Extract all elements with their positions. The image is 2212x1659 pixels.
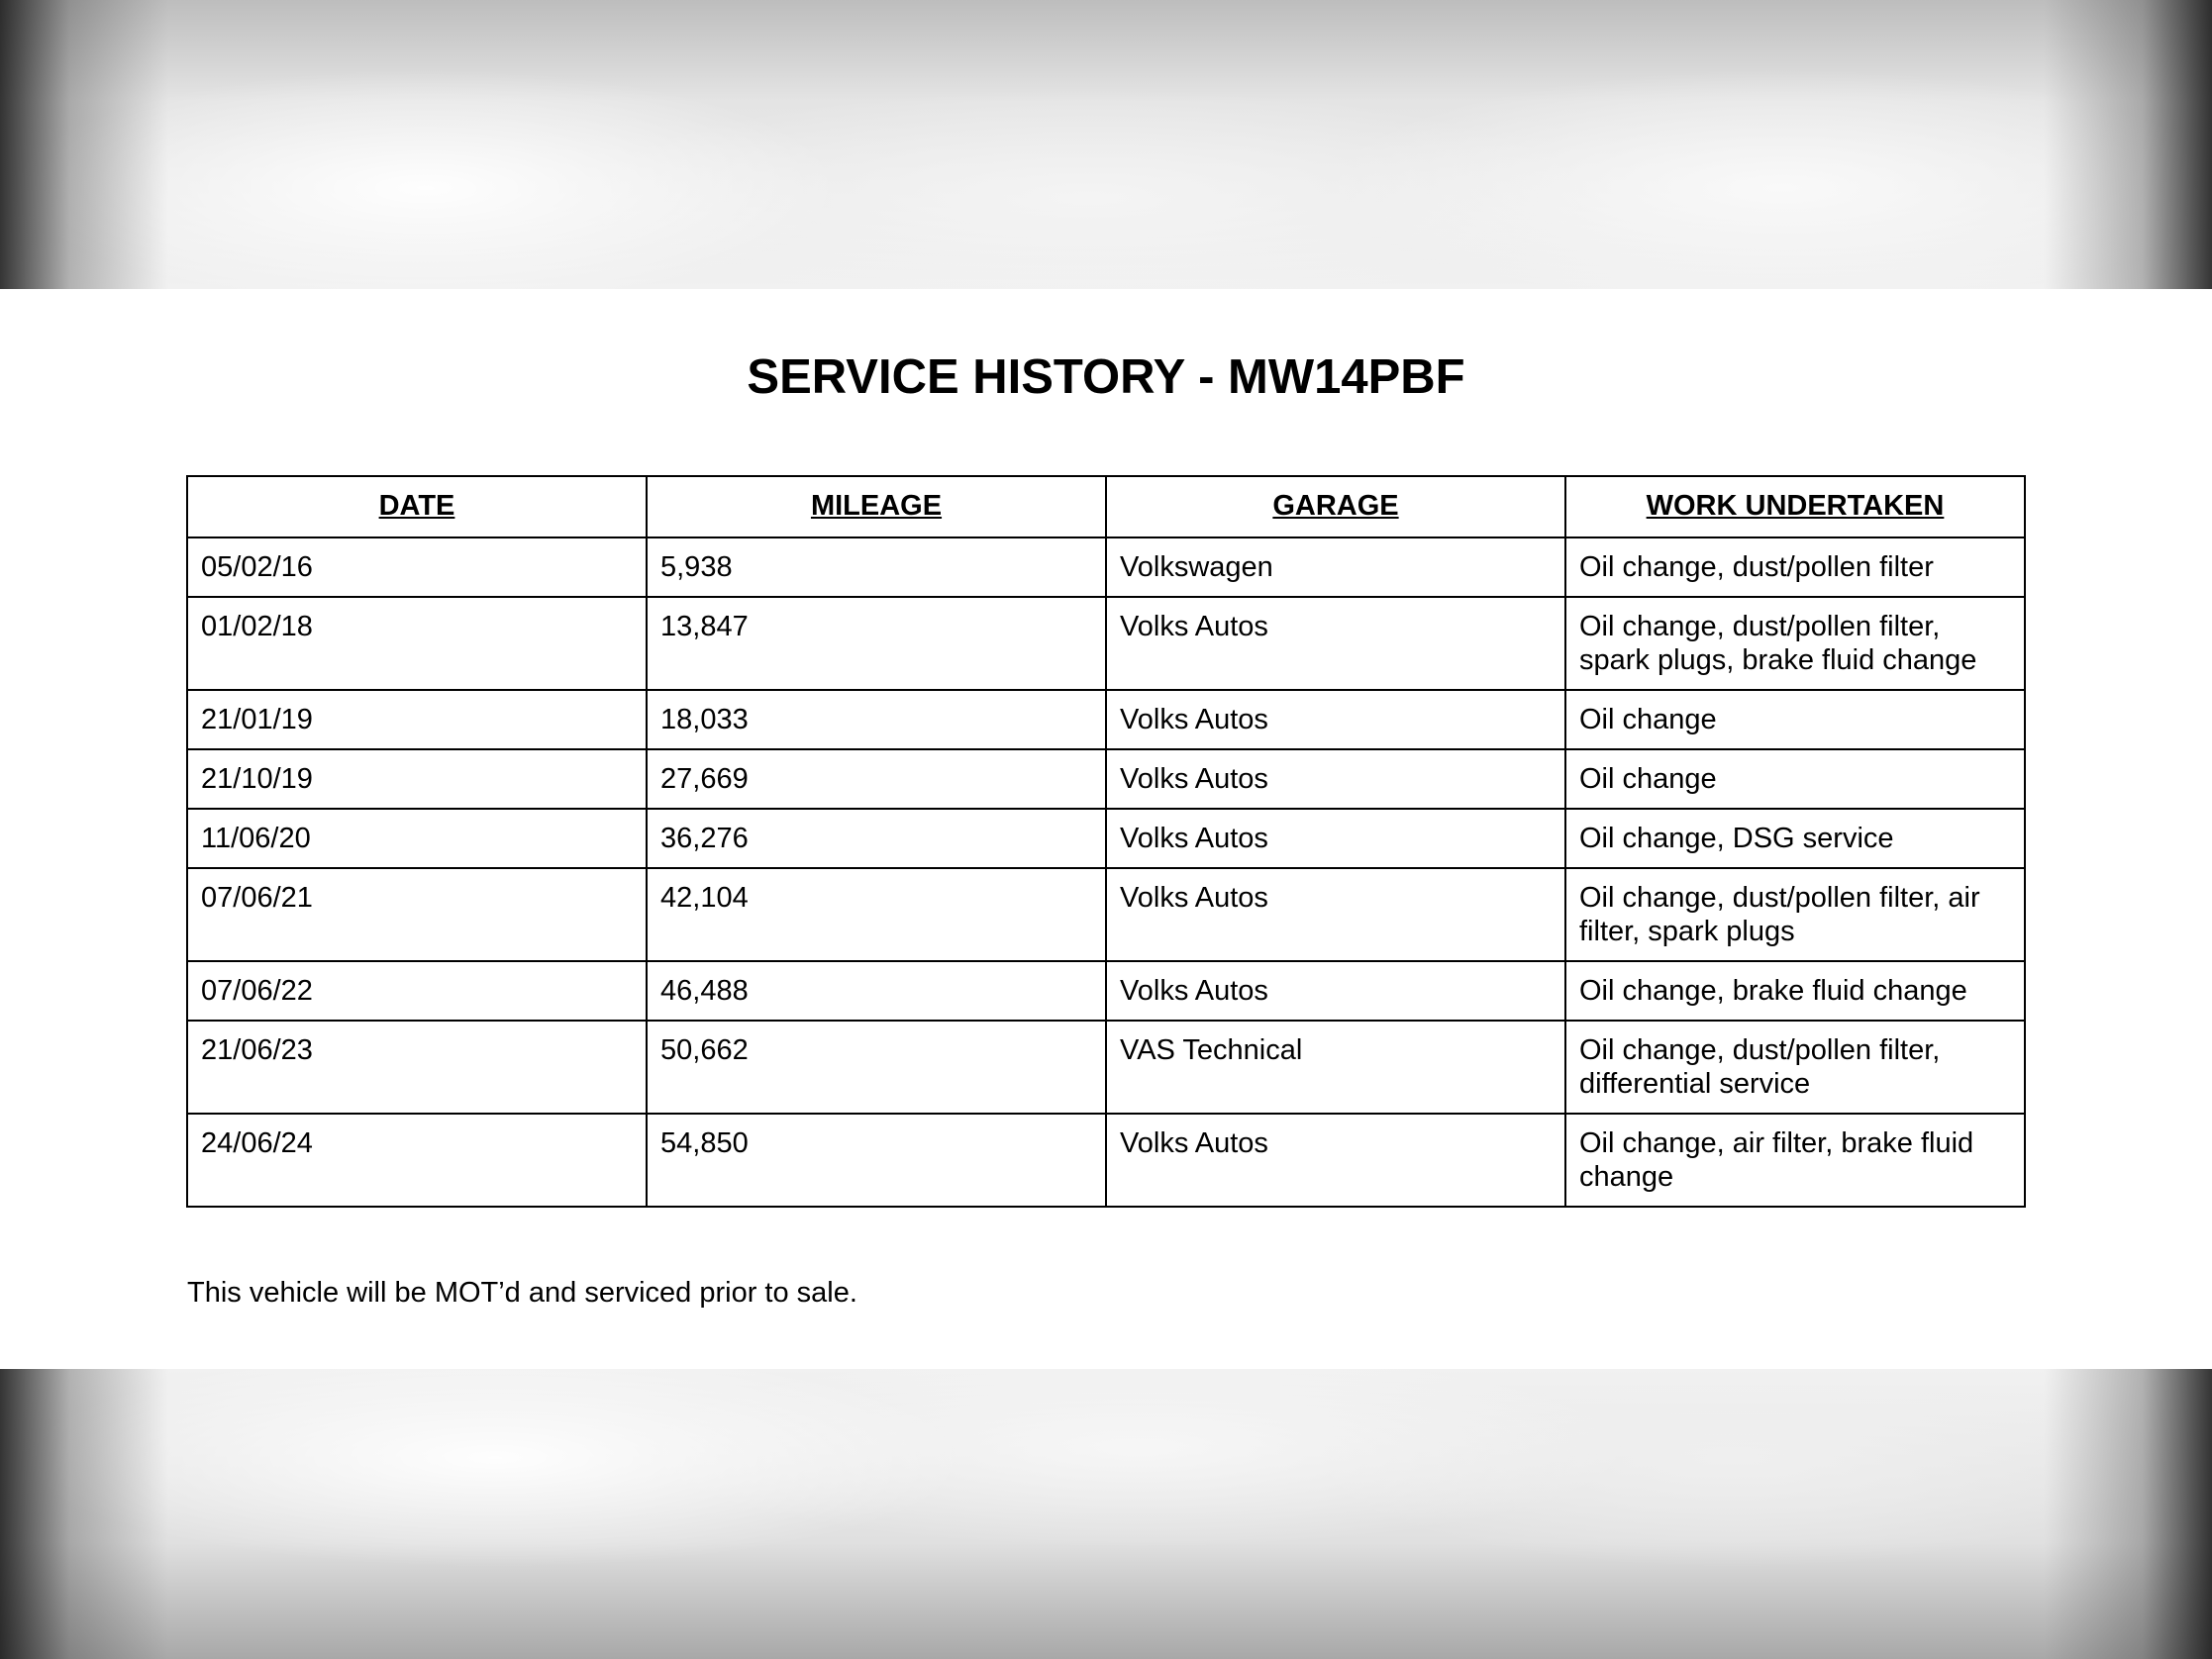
cell-date: 21/01/19 bbox=[187, 690, 647, 749]
cell-garage: Volks Autos bbox=[1106, 1114, 1565, 1207]
table-row bbox=[187, 749, 2025, 809]
cell-mileage: 18,033 bbox=[647, 690, 1106, 749]
cell-mileage: 36,276 bbox=[647, 809, 1106, 868]
cell-date: 21/10/19 bbox=[187, 749, 647, 809]
cell-work: Oil change bbox=[1565, 749, 2025, 809]
column-header-garage: GARAGE bbox=[1106, 476, 1565, 537]
column-header-mileage: MILEAGE bbox=[647, 476, 1106, 537]
cell-date: 24/06/24 bbox=[187, 1114, 647, 1207]
cell-work: Oil change, air filter, brake fluid change bbox=[1565, 1114, 2025, 1207]
cell-mileage: 13,847 bbox=[647, 597, 1106, 690]
sale-note: This vehicle will be MOT’d and serviced prior to sale. bbox=[187, 1277, 857, 1309]
table-row bbox=[187, 597, 2025, 690]
document-title: SERVICE HISTORY - MW14PBF bbox=[747, 350, 1465, 404]
column-header-date: DATE bbox=[187, 476, 647, 537]
cell-mileage: 46,488 bbox=[647, 961, 1106, 1021]
cell-mileage: 5,938 bbox=[647, 537, 1106, 597]
cell-work: Oil change, dust/pollen filter bbox=[1565, 537, 2025, 597]
service-history-table bbox=[186, 475, 2026, 1208]
cell-garage: Volks Autos bbox=[1106, 961, 1565, 1021]
cell-date: 01/02/18 bbox=[187, 597, 647, 690]
table-row bbox=[187, 537, 2025, 597]
cell-work: Oil change, DSG service bbox=[1565, 809, 2025, 868]
table-row bbox=[187, 1114, 2025, 1207]
cell-work: Oil change bbox=[1565, 690, 2025, 749]
blurred-background-top bbox=[0, 0, 2212, 289]
cell-garage: Volks Autos bbox=[1106, 690, 1565, 749]
cell-mileage: 54,850 bbox=[647, 1114, 1106, 1207]
cell-garage: Volkswagen bbox=[1106, 537, 1565, 597]
cell-date: 21/06/23 bbox=[187, 1021, 647, 1114]
cell-garage: Volks Autos bbox=[1106, 868, 1565, 961]
cell-date: 07/06/21 bbox=[187, 868, 647, 961]
cell-garage: VAS Technical bbox=[1106, 1021, 1565, 1114]
column-header-work-undertaken: WORK UNDERTAKEN bbox=[1565, 476, 2025, 537]
document-sheet bbox=[0, 289, 2212, 1369]
table-row bbox=[187, 690, 2025, 749]
cell-mileage: 50,662 bbox=[647, 1021, 1106, 1114]
blurred-background-bottom bbox=[0, 1369, 2212, 1659]
cell-garage: Volks Autos bbox=[1106, 749, 1565, 809]
cell-work: Oil change, dust/pollen filter, spark plugs, brake fluid change bbox=[1565, 597, 2025, 690]
cell-mileage: 42,104 bbox=[647, 868, 1106, 961]
cell-garage: Volks Autos bbox=[1106, 597, 1565, 690]
cell-date: 11/06/20 bbox=[187, 809, 647, 868]
cell-mileage: 27,669 bbox=[647, 749, 1106, 809]
cell-work: Oil change, brake fluid change bbox=[1565, 961, 2025, 1021]
cell-garage: Volks Autos bbox=[1106, 809, 1565, 868]
table-header-row bbox=[187, 476, 2025, 537]
cell-date: 05/02/16 bbox=[187, 537, 647, 597]
table-row bbox=[187, 868, 2025, 961]
table-row bbox=[187, 809, 2025, 868]
cell-date: 07/06/22 bbox=[187, 961, 647, 1021]
table-row bbox=[187, 1021, 2025, 1114]
cell-work: Oil change, dust/pollen filter, differential service bbox=[1565, 1021, 2025, 1114]
table-row bbox=[187, 961, 2025, 1021]
cell-work: Oil change, dust/pollen filter, air filter, spark plugs bbox=[1565, 868, 2025, 961]
